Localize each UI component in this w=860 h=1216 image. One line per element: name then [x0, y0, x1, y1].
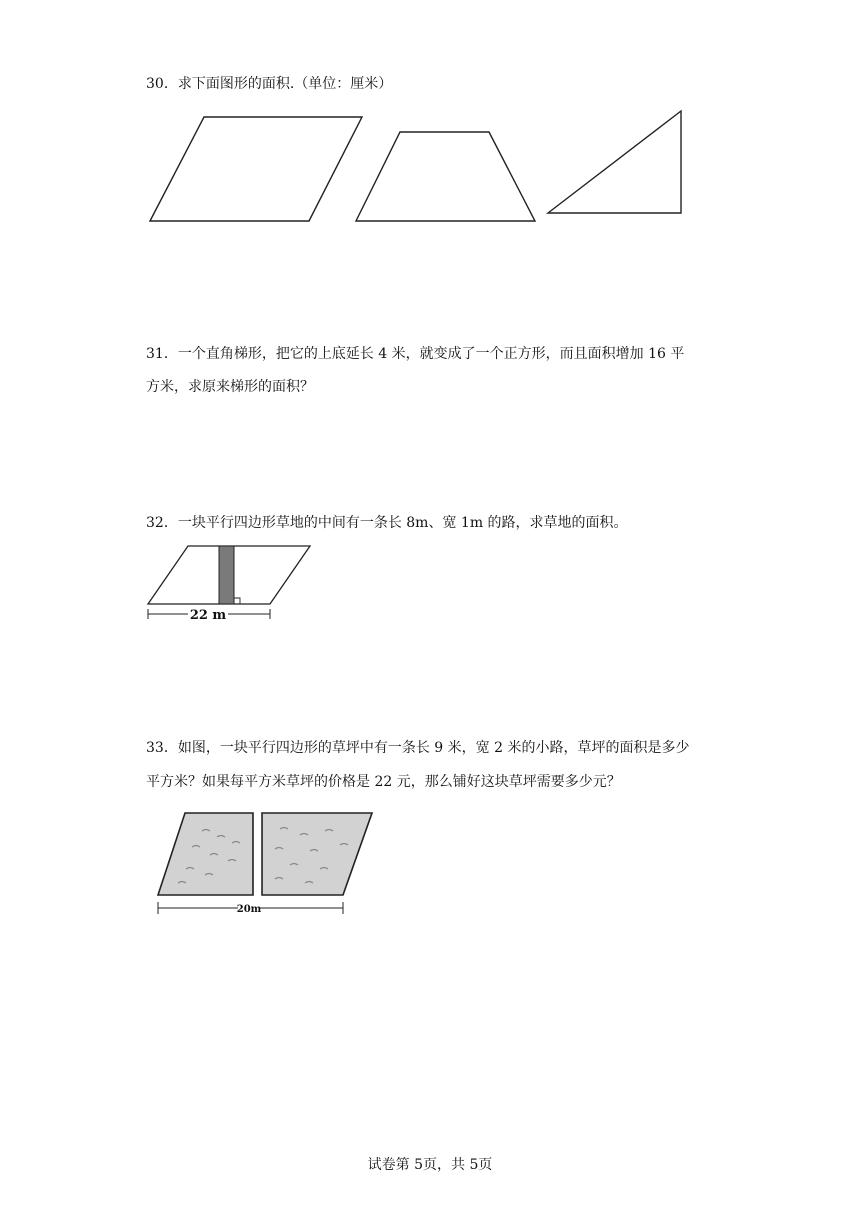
dimension-label: 20m: [236, 904, 262, 915]
trapezoid-shape: [356, 132, 535, 221]
q30-shapes-figure: [140, 105, 700, 230]
lawn-left-part: [158, 813, 253, 895]
question-number: 31．: [146, 346, 178, 362]
parallelogram-shape: [150, 117, 362, 221]
question-31-text-line-2: [146, 377, 314, 397]
q33-lawn-figure: [150, 805, 385, 920]
question-line: 如图，一块平行四边形的草坪中有一条长 9 米，宽 2 米的小路，草坪的面积是多少: [177, 740, 690, 756]
question-line: 方米，求原来梯形的面积？: [146, 379, 314, 395]
question-33-text-line-1: [146, 738, 689, 758]
question-31-text-line-1: [146, 344, 684, 364]
question-line: 求下面图形的面积.（单位：厘米）: [177, 76, 393, 92]
question-32-text: [146, 513, 628, 533]
dimension-label: 22 m: [189, 608, 227, 623]
question-number: 30．: [146, 76, 178, 92]
lawn-right-part: [262, 813, 372, 895]
q32-grass-figure: [140, 540, 330, 625]
right-triangle-shape: [548, 111, 681, 213]
right-angle-mark: [234, 598, 240, 604]
question-number: 33．: [146, 740, 178, 756]
question-30-text: [146, 74, 392, 94]
question-number: 32．: [146, 515, 178, 531]
question-line: 一个直角梯形，把它的上底延长 4 米，就变成了一个正方形，而且面积增加 16 平: [177, 346, 685, 362]
question-33-text-line-2: [146, 772, 621, 792]
path-strip: [219, 546, 234, 604]
question-line: 平方米？如果每平方米草坪的价格是 22 元，那么铺好这块草坪需要多少元？: [146, 774, 621, 790]
question-line: 一块平行四边形草地的中间有一条长 8m、宽 1m 的路，求草地的面积。: [177, 515, 628, 531]
page-footer: 试卷第 5页，共 5页: [367, 1157, 493, 1173]
